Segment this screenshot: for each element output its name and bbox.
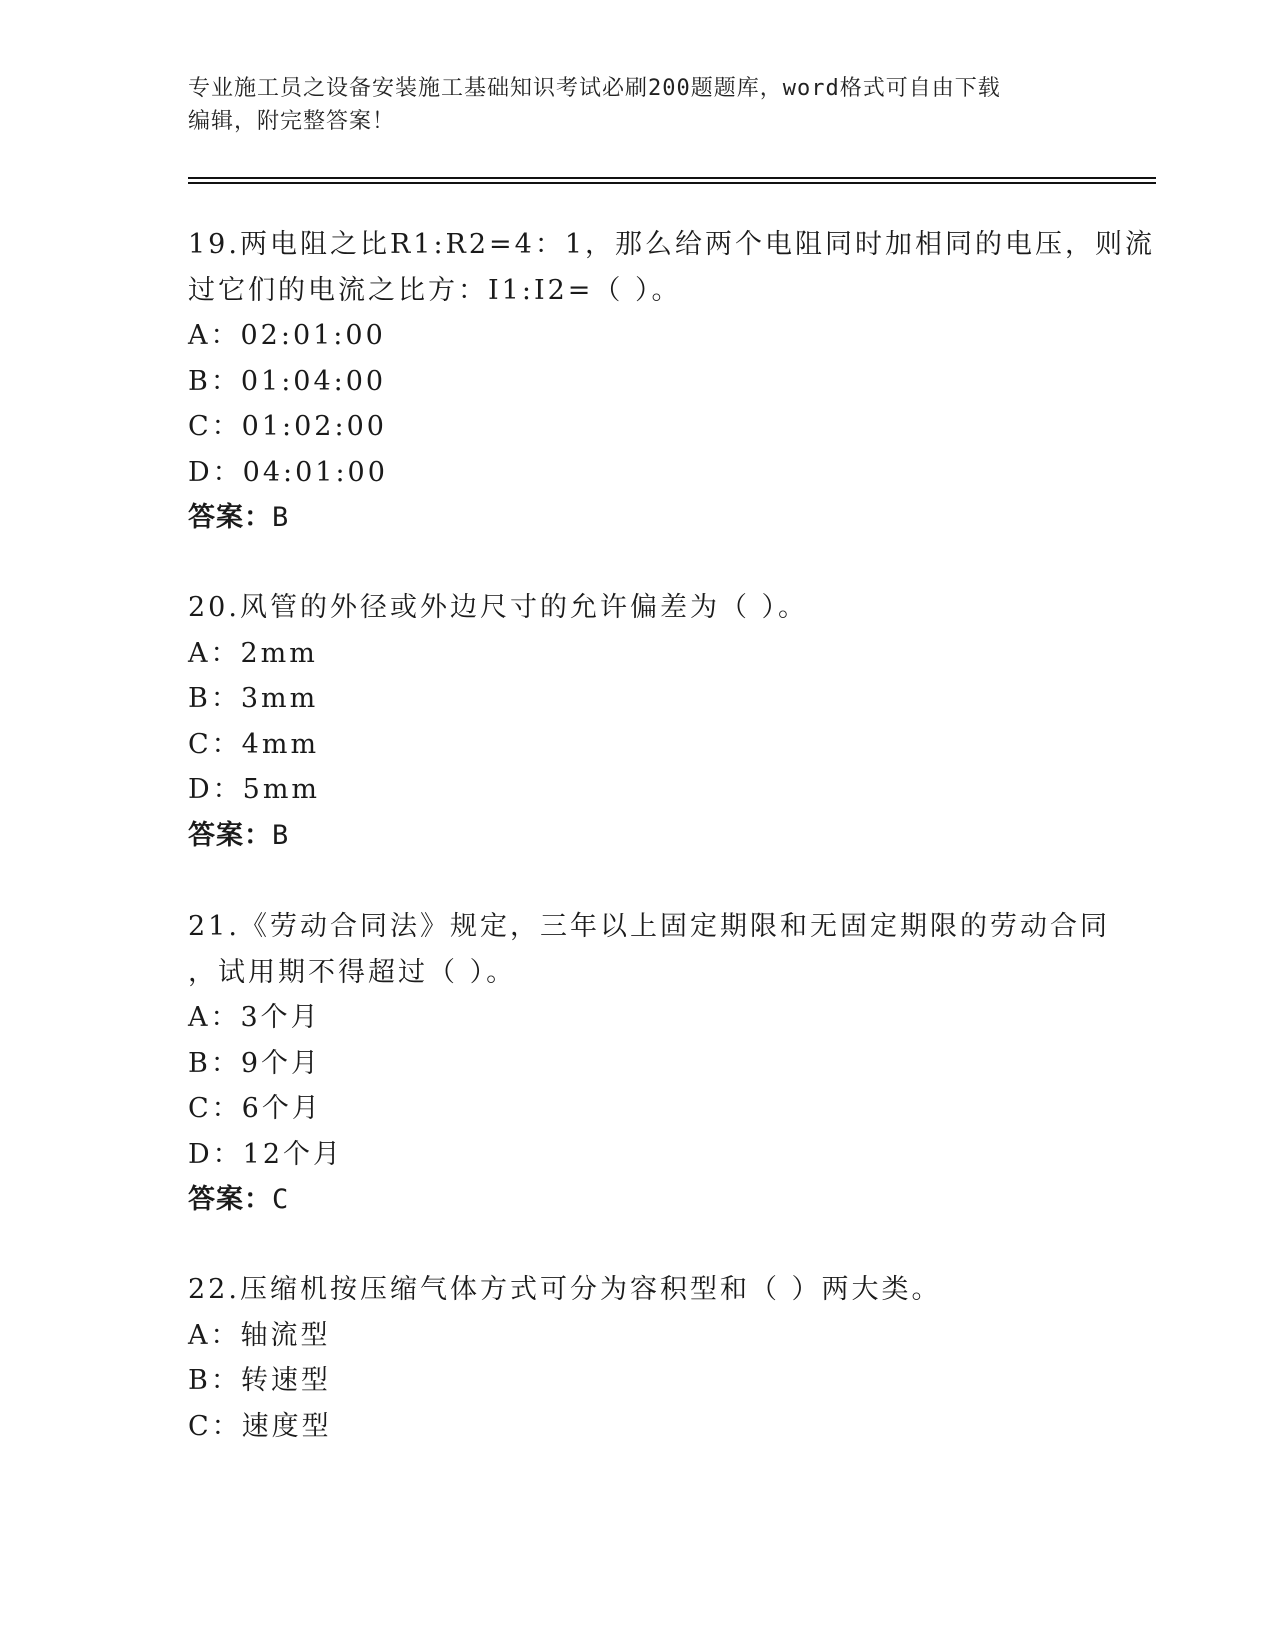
answer-value: B [272,819,290,851]
answer-label: 答案： [188,1184,272,1215]
answer-label: 答案： [188,819,272,851]
option-a: A：3个月 [188,1002,321,1033]
question-20 [188,585,1088,858]
option-d: D：12个月 [188,1138,344,1170]
question-stem-line: 过它们的电流之比方：I1:I2=（ ）。 [188,274,682,306]
answer-line [188,813,1088,859]
answer-value: B [272,502,290,533]
answer-label: 答案： [188,502,272,533]
question-19 [188,222,1156,541]
option-b: B：3mm [188,683,319,714]
question-stem-line: 21.《劳动合同法》规定，三年以上固定期限和无固定期限的劳动合同 [188,911,1110,942]
option-b: B：9个月 [188,1047,322,1079]
option-a: A：02:01:00 [188,320,386,351]
header-divider-top [188,177,1156,179]
option-c: C：6个月 [188,1093,322,1124]
option-c: C：01:02:00 [188,411,387,442]
answer-line [188,1177,1088,1223]
question-22 [188,1267,1088,1449]
option-c: C：速度型 [188,1410,332,1442]
question-stem-line: 19.两电阻之比R1:R2=4：1，那么给两个电阻同时加相同的电压，则流 [188,229,1156,260]
option-c: C：4mm [188,728,320,760]
question-stem-line: ，试用期不得超过（ ）。 [188,956,517,988]
option-a: A：轴流型 [188,1319,331,1351]
question-21 [188,904,1110,1223]
header-line-2: 编辑，附完整答案！ [188,109,396,134]
answer-line [188,495,1088,541]
answer-value: C [272,1184,290,1215]
question-stem-line: 20.风管的外径或外边尺寸的允许偏差为（ ）。 [188,592,809,623]
option-d: D：5mm [188,774,321,805]
header-divider-bottom [188,182,1156,184]
option-d: D：04:01:00 [188,456,388,488]
question-stem-line: 22.压缩机按压缩气体方式可分为容积型和（ ）两大类。 [188,1274,942,1305]
option-b: B：转速型 [188,1365,331,1396]
document-header [188,72,1088,138]
option-b: B：01:04:00 [188,365,387,397]
header-line-1: 专业施工员之设备安装施工基础知识考试必刷200题题库，word格式可自由下载 [188,76,1001,101]
option-a: A：2mm [188,637,318,669]
